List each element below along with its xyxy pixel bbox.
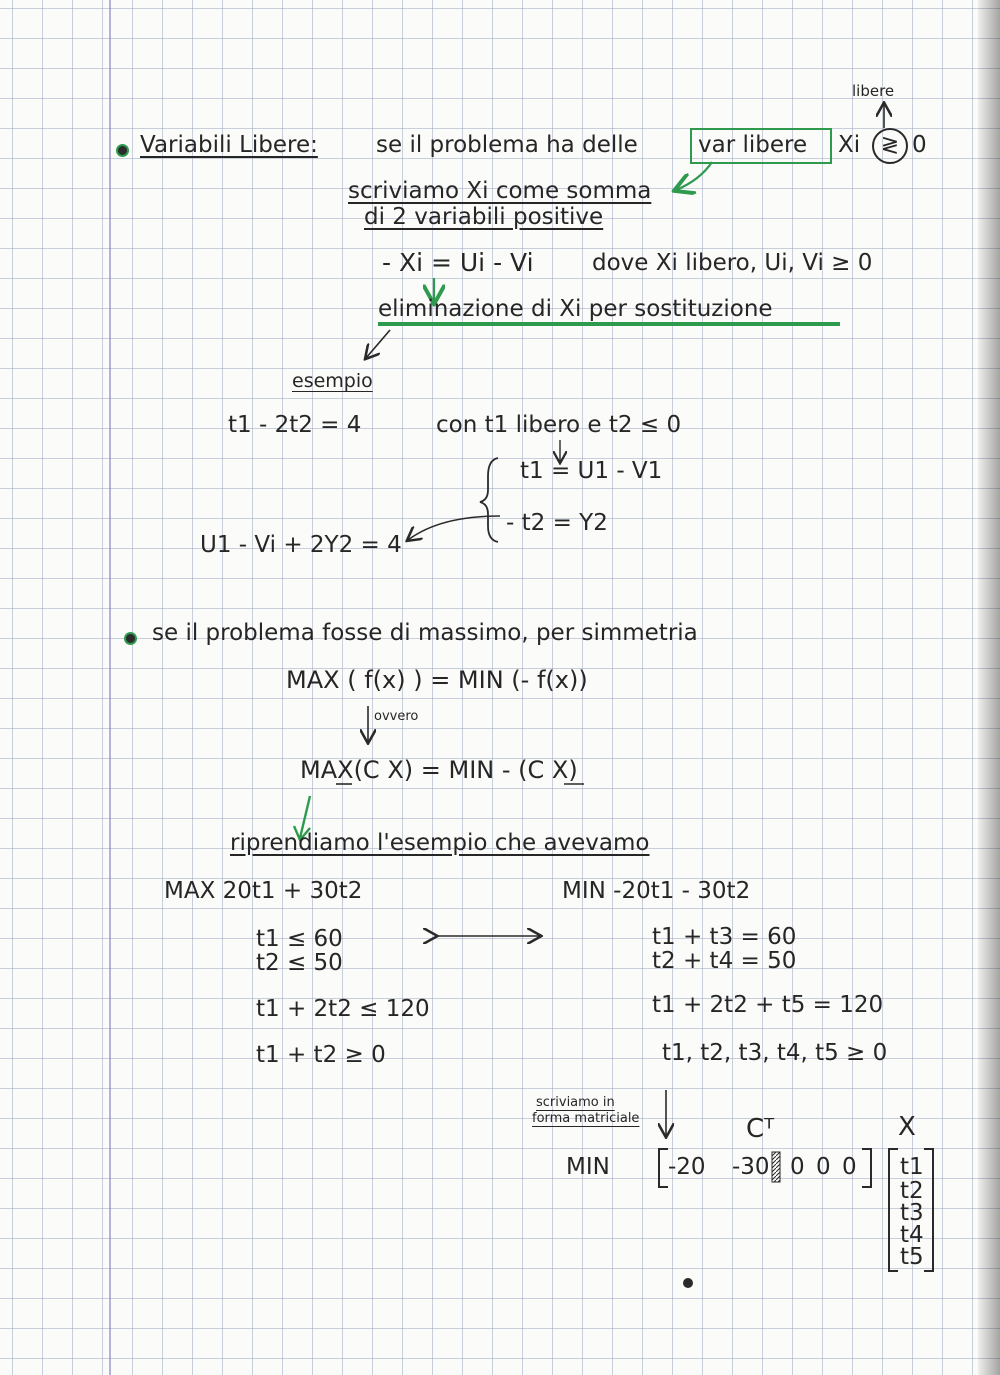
formula-condition: dove Xi libero, Ui, Vi ≥ 0	[592, 250, 873, 276]
col-entry-5: t5	[900, 1244, 924, 1270]
elimination-line: eliminazione di Xi per sostituzione	[378, 296, 773, 322]
row-entry-1: -20	[668, 1154, 706, 1180]
right-objective: MIN -20t1 - 30t2	[562, 878, 751, 904]
section-title-variabili-libere: Variabili Libere:	[140, 132, 318, 158]
col-bracket-left	[888, 1148, 898, 1272]
intro-sentence: se il problema ha delle	[376, 132, 638, 158]
row-bracket-right	[862, 1148, 872, 1188]
example-label: esempio	[292, 370, 373, 392]
ct-label: Cᵀ	[746, 1114, 775, 1144]
col-entry-3: t3	[900, 1200, 924, 1226]
left-constraint-1: t1 ≤ 60	[256, 926, 343, 952]
libere-note: libere	[852, 82, 895, 100]
left-constraint-4: t1 + t2 ≥ 0	[256, 1042, 386, 1068]
row-bracket-left	[658, 1148, 668, 1188]
zero-value: 0	[912, 132, 927, 158]
line-scriviamo: scriviamo Xi come somma	[348, 178, 652, 204]
substitution-result: U1 - Vi + 2Y2 = 4	[200, 532, 402, 558]
var-name: Xi	[838, 132, 861, 158]
row-entry-5: 0	[842, 1154, 857, 1180]
col-entry-1: t1	[900, 1154, 924, 1180]
ovvero-label: ovvero	[374, 709, 419, 724]
bullet-2	[124, 632, 137, 645]
max-min-equation: MAX ( f(x) ) = MIN (- f(x))	[286, 666, 588, 694]
left-constraint-3: t1 + 2t2 ≤ 120	[256, 996, 430, 1022]
section-title-massimo: se il problema fosse di massimo, per simmetria	[152, 620, 698, 646]
left-constraint-2: t2 ≤ 50	[256, 950, 343, 976]
col-entry-2: t2	[900, 1178, 924, 1204]
bullet-1	[116, 144, 129, 157]
min-label: MIN	[566, 1154, 610, 1180]
resume-example: riprendiamo l'esempio che avevamo	[230, 830, 650, 856]
right-constraint-1: t1 + t3 = 60	[652, 924, 797, 950]
matrix-note-line-1: scriviamo in	[536, 1095, 615, 1110]
example-condition: con t1 libero e t2 ≤ 0	[436, 412, 682, 438]
system-line-2: - t2 = Y2	[506, 510, 608, 536]
matrix-note-line-2: forma matriciale	[532, 1111, 640, 1126]
right-constraint-3: t1 + 2t2 + t5 = 120	[652, 992, 884, 1018]
example-equation: t1 - 2t2 = 4	[228, 412, 362, 438]
boxed-term: var libere	[698, 132, 808, 158]
x-label: X	[898, 1112, 916, 1142]
col-entry-4: t4	[900, 1222, 924, 1248]
row-entry-2: -30	[732, 1154, 770, 1180]
left-objective: MAX 20t1 + 30t2	[164, 878, 363, 904]
system-line-1: t1 = U1 - V1	[520, 458, 663, 484]
row-entry-4: 0	[816, 1154, 831, 1180]
line-due-variabili: di 2 variabili positive	[364, 204, 604, 230]
right-constraint-2: t2 + t4 = 50	[652, 948, 797, 974]
row-entry-3: 0	[790, 1154, 805, 1180]
circled-symbol: ≷	[872, 128, 908, 164]
col-bracket-right	[924, 1148, 934, 1272]
max-cx-equation: MAX(C X) = MIN - (C X)	[300, 756, 578, 784]
green-underline	[378, 322, 840, 326]
right-constraint-4: t1, t2, t3, t4, t5 ≥ 0	[662, 1040, 888, 1066]
formula-xi: - Xi = Ui - Vi	[382, 248, 534, 277]
